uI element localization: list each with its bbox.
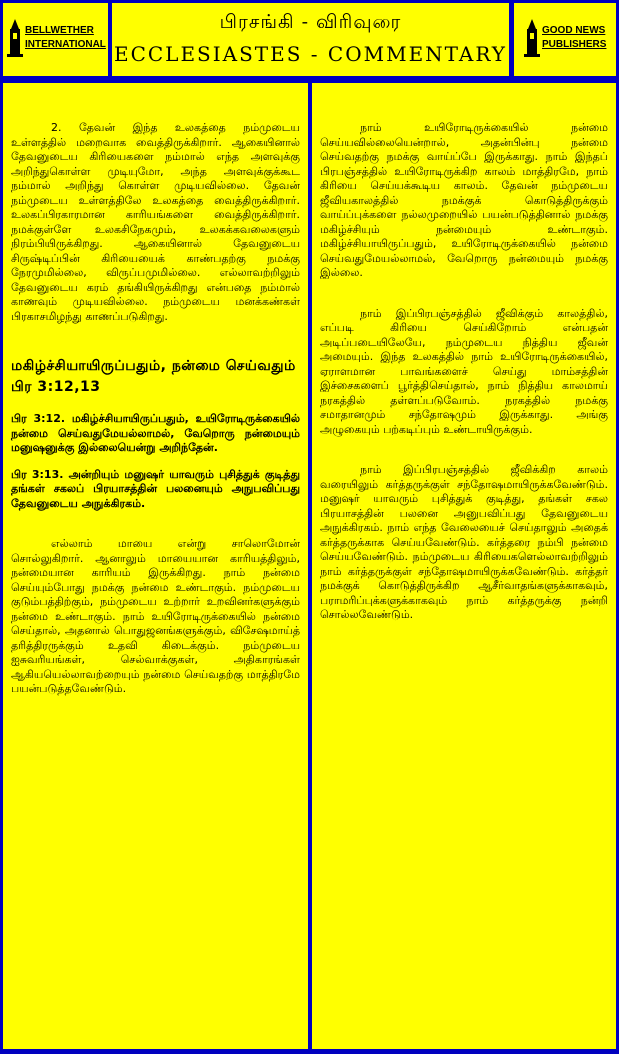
paragraph: நாம் உயிரோடிருக்கையில் நன்மை செய்யவில்லையென்றால், அதன்பின்பு நன்மை செய்வதற்கு நமக்கு வாய்ப்பே இருக்காது. நாம் இந்தப் பிரபஞ்சத்தில் உயிரோடிருக்கிற காலம் மாத்திரமே, நாம் கிரியை செய்யக்கூடிய காலம். தேவன் நம்முடைய ஜீவியகாலத்தில் நமக்குக் கொடுத்திருக்கும் வாய்ப்புக்களை நல்லமுறையில் பயன்படுத்தினால் நமக்கு மகிழ்ச்சியும் நன்மையும் உண்டாகும். மகிழ்ச்சியாயிருப்பதும், உயிரோடிருக்கையில் நன்மை செய்வதுமேயல்லாமல், வேறொரு நன்மையும் நமக்கு இல்லை. — [320, 121, 608, 279]
right-logo-line2: PUBLISHERS — [542, 39, 607, 50]
right-column — [312, 83, 616, 1049]
section-heading-title: மகிழ்ச்சியாயிருப்பதும், நன்மை செய்வதும் — [11, 358, 296, 374]
section-heading — [11, 356, 300, 398]
church-tower-icon — [7, 19, 23, 57]
left-logo-line1: BELLWETHER — [25, 25, 94, 36]
title-english: ECCLESIASTES - COMMENTARY — [113, 42, 508, 66]
verse-12: பிர 3:12. மகிழ்ச்சியாயிருப்பதும், உயிரோடிருக்கையில் நன்மை செய்வதுமேயல்லாமல், வேறொரு நன்மையும் மனுஷனுக்கு இல்லையென்று அறிந்தேன். — [11, 412, 300, 454]
header-title — [112, 3, 509, 76]
right-logo-line1: GOOD NEWS — [542, 25, 606, 36]
section-heading-ref: பிர 3:12,13 — [11, 379, 101, 395]
paragraph: எல்லாம் மாயை என்று சாலொமோன் சொல்லுகிறார். ஆனாலும் மாயையான காரியத்திலும், நன்மையான காரியம் இருக்கிறது. நாம் நன்மை செய்யும்போது நமக்கு நன்மை உண்டாகும். நம்முடைய குடும்பத்திற்கும், நம்முடைய உற்றார் உறவினர்களுக்கும் நன்மை உண்டாகும். நாம் உயிரோடிருக்கையில் நன்மை செய்தால், அதனால் பொதுஜனங்களுக்கும், விசேஷமாய்த் தரித்திரருக்கும் உதவி கிடைக்கும். நம்முடைய ஐசுவரியங்கள், செல்வாக்குகள், அதிகாரங்கள் ஆகியயெல்லாவற்றையும் நன்மை செய்வதற்கு மாத்திரமே பயன்படுத்தவேண்டும். — [11, 537, 300, 695]
paragraph: நாம் இப்பிரபஞ்சத்தில் ஜீவிக்கும் காலத்தில், எப்படி கிரியை செய்கிறோம் என்பதன் அடிப்படையிலேயே, நம்முடைய நித்திய ஜீவன் அமையும். இந்த உலகத்தில் நாம் உயிரோடிருக்கையில், ஏராளமான பாவங்களைச் செய்து மாம்சத்தின் இச்சைகளைப் பூர்த்திசெய்தால், நாம் நித்திய காலமாய் நரகத்தில் தள்ளப்படுவோம். நரகத்தில் நமக்கு சமாதானமும் சந்தோஷமும் இருக்காது. அங்கு அழுகையும் பற்கடிப்பும் உண்டாயிருக்கும். — [320, 306, 608, 436]
bellwether-logo — [3, 3, 108, 76]
left-logo-line2: INTERNATIONAL — [25, 39, 106, 50]
paragraph: 2. தேவன் இந்த உலகத்தை நம்முடைய உள்ளத்தில் மறைவாக வைத்திருக்கிறார். ஆகையினால் தேவனுடைய கிரியைகளை நம்மால் எந்த அளவுக்கு அறிந்துகொள்ள முடியுமோ, அந்த அளவுக்குக்கூட நம்மால் அறிந்து கொள்ள முடியவில்லை. தேவன் நம்முடைய உள்ளத்திலே உலகத்தை வைத்திருக்கிறார். உலகப்பிரகாரமான காரியங்களை வைத்திருக்கிறார். நமக்குள்ளே உலகசிநேகமும், உலகக்கவலைகளும் நிரம்பியிருக்கிறது. ஆகையினால் தேவனுடைய சிருஷ்டிப்பின் கிரியையைக் காண்பதற்கு நமக்கு நேரமுமில்லை, விருப்பமுமில்லை. எல்லாவற்றிலும் தேவனுடைய கரம் தங்கியிருக்கிறது என்பதை நம்மால் காணவும் முடியவில்லை. நம்முடைய மனக்கண்கள் பிரகாசமிழந்து காணப்படுகிறது. — [11, 121, 300, 323]
title-tamil: பிரசங்கி - விரிவுரை — [219, 11, 402, 33]
verse-13: பிர 3:13. அன்றியும் மனுஷர் யாவரும் புசித்துக் குடித்து தங்கள் சகலப் பிரயாசத்தின் பலனையும் அநுபவிப்பது தேவனுடைய அநுக்கிரகம். — [11, 467, 300, 510]
good-news-logo — [514, 3, 616, 76]
paragraph: நாம் இப்பிரபஞ்சத்தில் ஜீவிக்கிற காலம் வரையிலும் கர்த்தருக்குள் சந்தோஷமாயிருக்கவேண்டும். மனுஷர் யாவரும் புசித்துக் குடித்து, தங்கள் சகல பிரயாசத்தின் பலனை அனுபவிப்பது தேவனுடைய அநுக்கிரகம். நாம் எந்த வேலையைச் செய்தாலும் அதைக் கர்த்தருக்காக செய்யவேண்டும். கர்த்தரை நம்பி நன்மை செய்யவேண்டும். நம்முடைய கிரியைகளெல்லாவற்றிலும் நாம் கர்த்தருக்குள் சந்தோஷமாயிருக்கவேண்டும். கர்த்தர் நமக்குக் கொடுத்திருக்கிற ஆசீர்வாதங்களுக்காகவும், பராமரிப்புக்களுக்காகவும் நாம் கர்த்தருக்கு நன்றி சொல்லவேண்டும். — [320, 463, 608, 621]
left-column — [3, 83, 308, 1049]
church-tower-icon — [524, 19, 540, 57]
